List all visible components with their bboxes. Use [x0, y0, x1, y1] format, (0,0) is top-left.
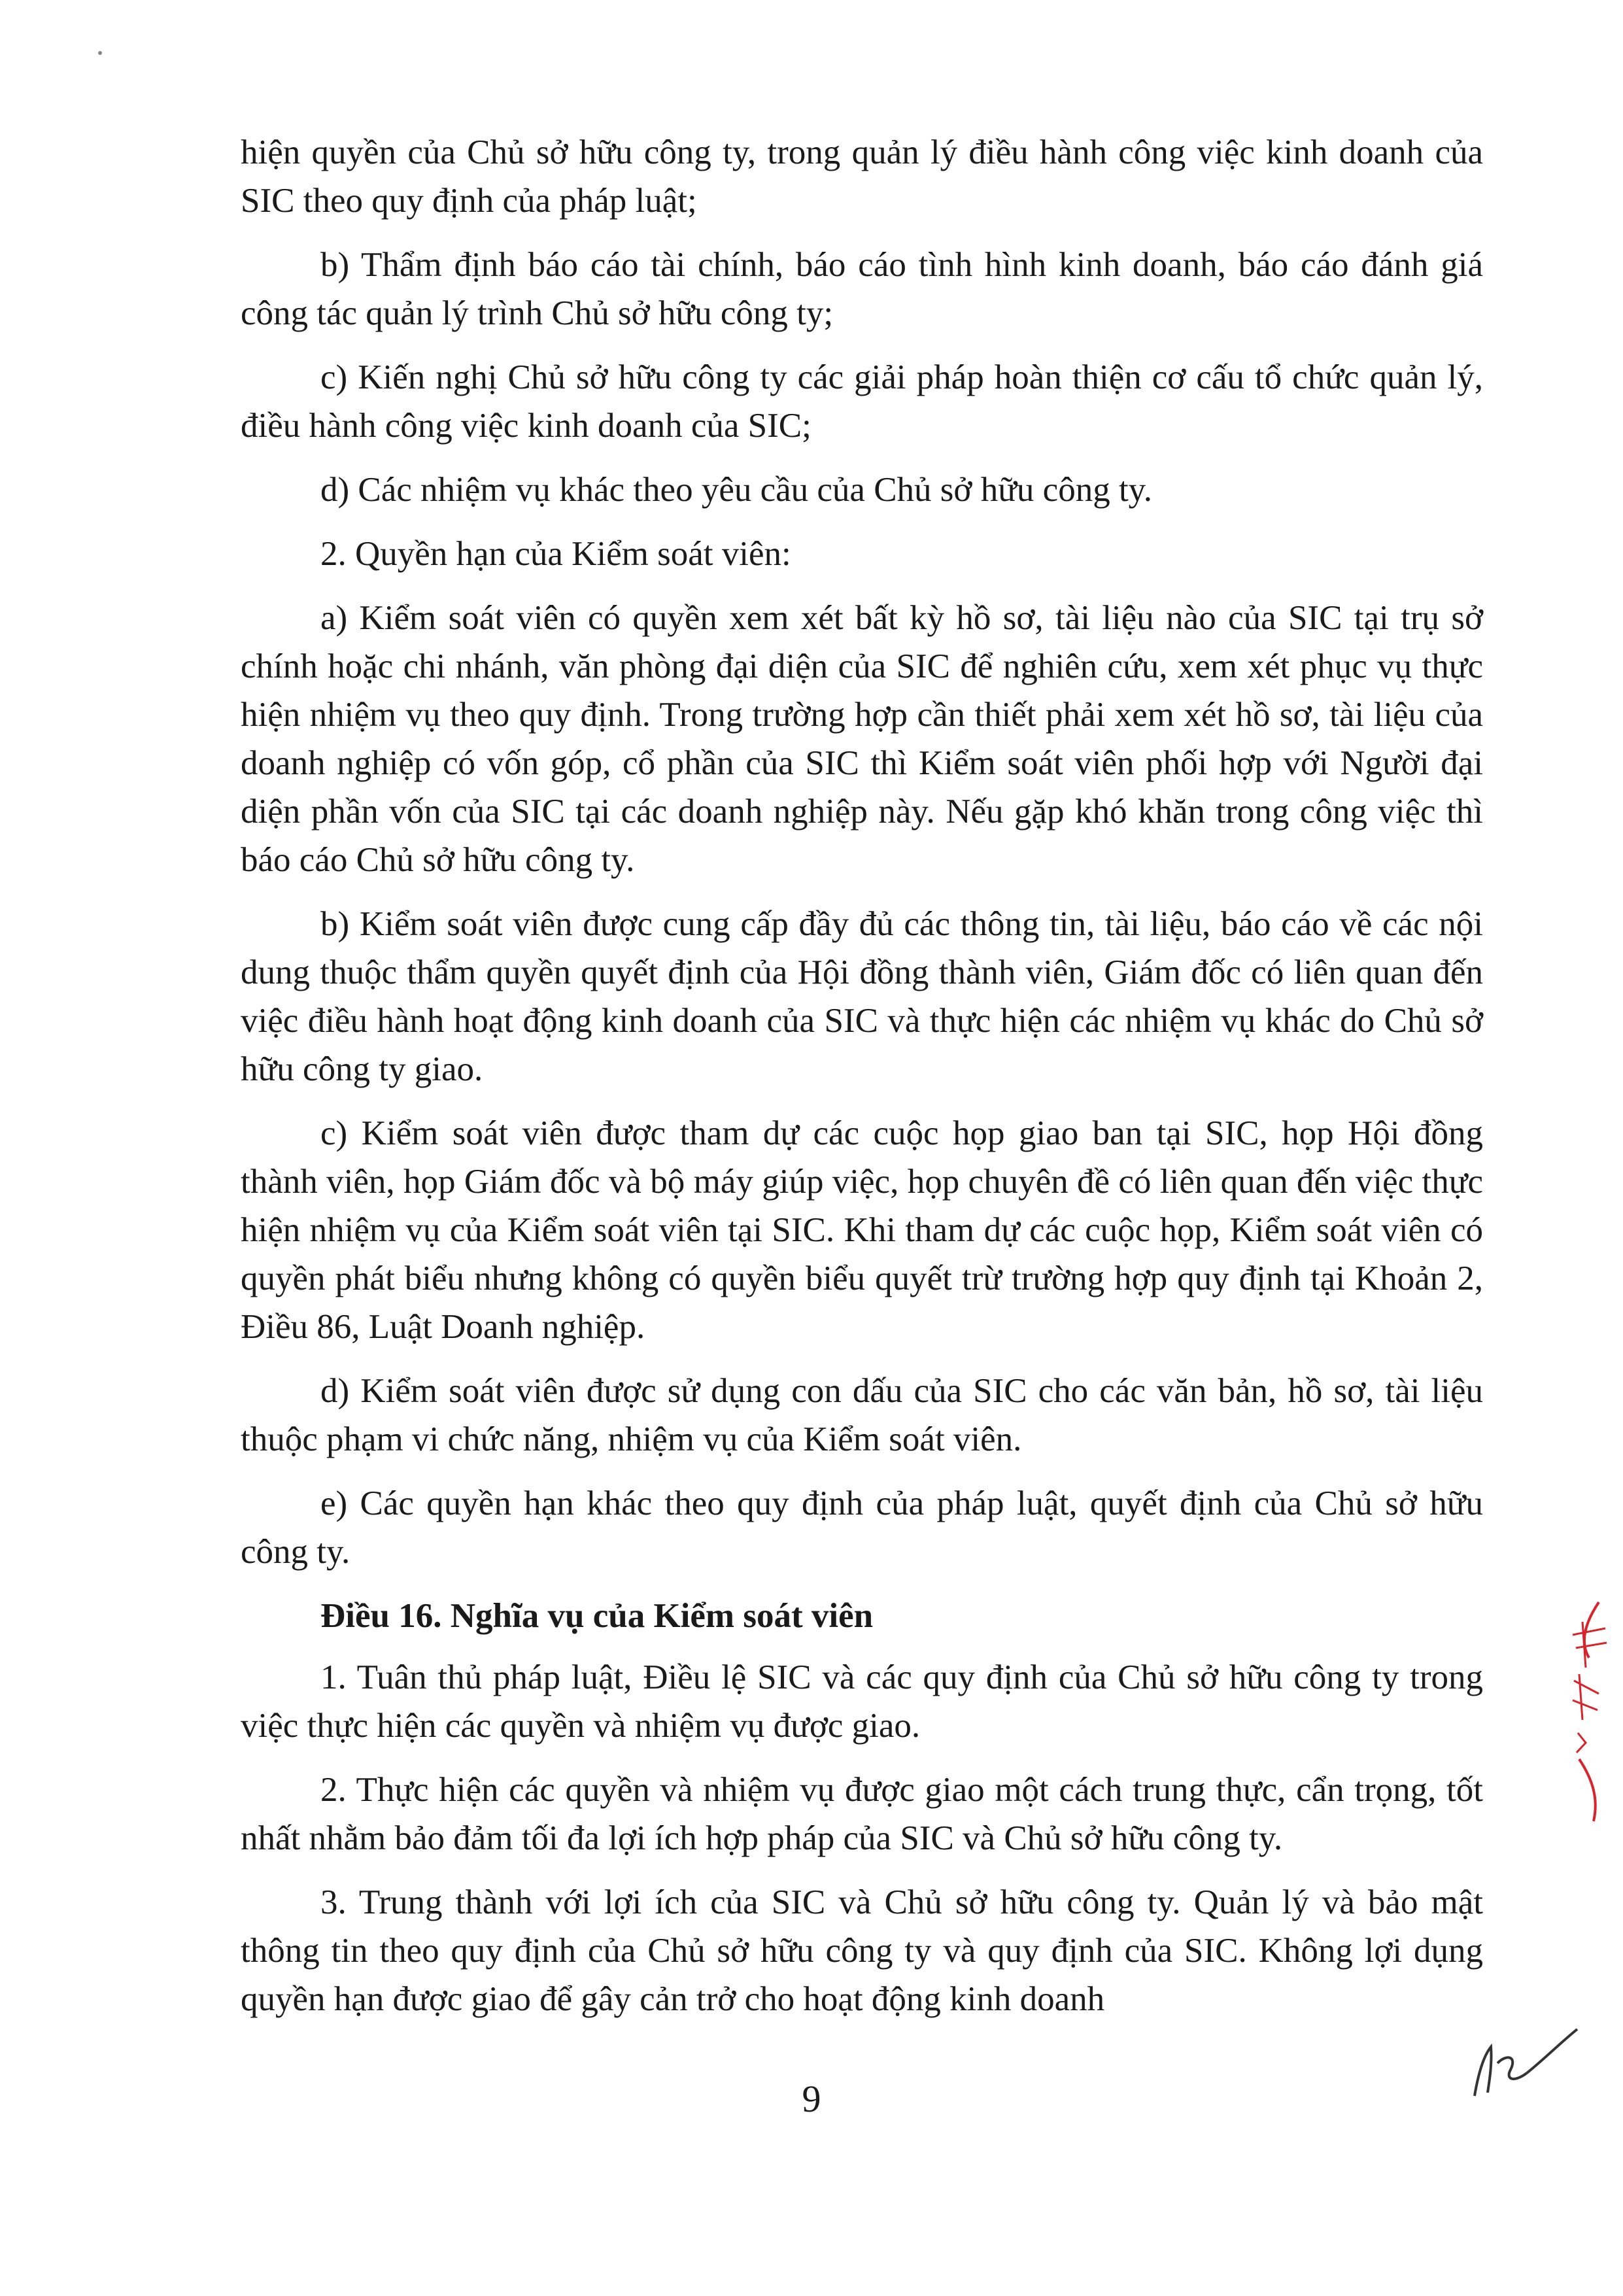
paragraph-item-c2: c) Kiểm soát viên được tham dự các cuộc họp giao ban tại SIC, họp Hội đồng thành viên, họp Giám đốc và bộ máy giúp việc, họp chuyên đề có liên quan đến việc thực hiện nhiệm vụ của Kiểm soát viên tại SIC. Khi tham dự các cuộc họp, Kiểm soát viên có quyền phát biểu nhưng không có quyền biểu quyết trừ trường hợp quy định tại Khoản 2, Điều 86, Luật Doanh nghiệp. — [241, 1114, 1483, 1346]
paragraph-item-e: e) Các quyền hạn khác theo quy định của pháp luật, quyết định của Chủ sở hữu công ty. — [241, 1484, 1483, 1571]
paragraph-section-2: 2. Quyền hạn của Kiểm soát viên: — [320, 535, 791, 573]
paragraph-item-d2: d) Kiểm soát viên được sử dụng con dấu của SIC cho các văn bản, hồ sơ, tài liệu thuộc phạm vi chức năng, nhiệm vụ của Kiểm soát viên. — [241, 1372, 1483, 1458]
paragraph-item-c: c) Kiến nghị Chủ sở hữu công ty các giải pháp hoàn thiện cơ cấu tổ chức quản lý, điều hành công việc kinh doanh của SIC; — [241, 358, 1483, 445]
paragraph-continuation: hiện quyền của Chủ sở hữu công ty, trong quản lý điều hành công việc kinh doanh của SIC theo quy định của pháp luật; — [241, 133, 1483, 220]
article-paragraph-1: 1. Tuân thủ pháp luật, Điều lệ SIC và các quy định của Chủ sở hữu công ty trong việc thực hiện các quyền và nhiệm vụ được giao. — [241, 1658, 1483, 1745]
article-paragraph-3: 3. Trung thành với lợi ích của SIC và Chủ sở hữu công ty. Quản lý và bảo mật thông tin theo quy định của Chủ sở hữu công ty và quy định của SIC. Không lợi dụng quyền hạn được giao để gây cản trở cho hoạt động kinh doanh — [241, 1883, 1483, 2018]
article-paragraph-2: 2. Thực hiện các quyền và nhiệm vụ được giao một cách trung thực, cẩn trọng, tốt nhất nhằm bảo đảm tối đa lợi ích hợp pháp của SIC và Chủ sở hữu công ty. — [241, 1771, 1483, 1857]
document-body — [241, 128, 1483, 2039]
paragraph-item-b: b) Thẩm định báo cáo tài chính, báo cáo tình hình kinh doanh, báo cáo đánh giá công tác quản lý trình Chủ sở hữu công ty; — [241, 246, 1483, 332]
page-number: 9 — [802, 2078, 821, 2120]
article-heading: Điều 16. Nghĩa vụ của Kiểm soát viên — [320, 1597, 874, 1635]
stamp-edge-icon — [1560, 1596, 1612, 1831]
signature-initials-icon — [1465, 2024, 1582, 2102]
paragraph-item-b2: b) Kiểm soát viên được cung cấp đầy đủ các thông tin, tài liệu, báo cáo về các nội dung thuộc thẩm quyền quyết định của Hội đồng thành viên, Giám đốc có liên quan đến việc điều hành hoạt động kinh doanh của SIC và thực hiện các nhiệm vụ khác do Chủ sở hữu công ty giao. — [241, 905, 1483, 1088]
scan-dot — [98, 51, 102, 55]
paragraph-item-d: d) Các nhiệm vụ khác theo yêu cầu của Chủ sở hữu công ty. — [320, 471, 1152, 509]
paragraph-item-a: a) Kiểm soát viên có quyền xem xét bất kỳ hồ sơ, tài liệu nào của SIC tại trụ sở chính hoặc chi nhánh, văn phòng đại diện của SIC để nghiên cứu, xem xét phục vụ thực hiện nhiệm vụ theo quy định. Trong trường hợp cần thiết phải xem xét hồ sơ, tài liệu của doanh nghiệp có vốn góp, cổ phần của SIC thì Kiểm soát viên phối hợp với Người đại diện phần vốn của SIC tại các doanh nghiệp này. Nếu gặp khó khăn trong công việc thì báo cáo Chủ sở hữu công ty. — [241, 599, 1483, 879]
